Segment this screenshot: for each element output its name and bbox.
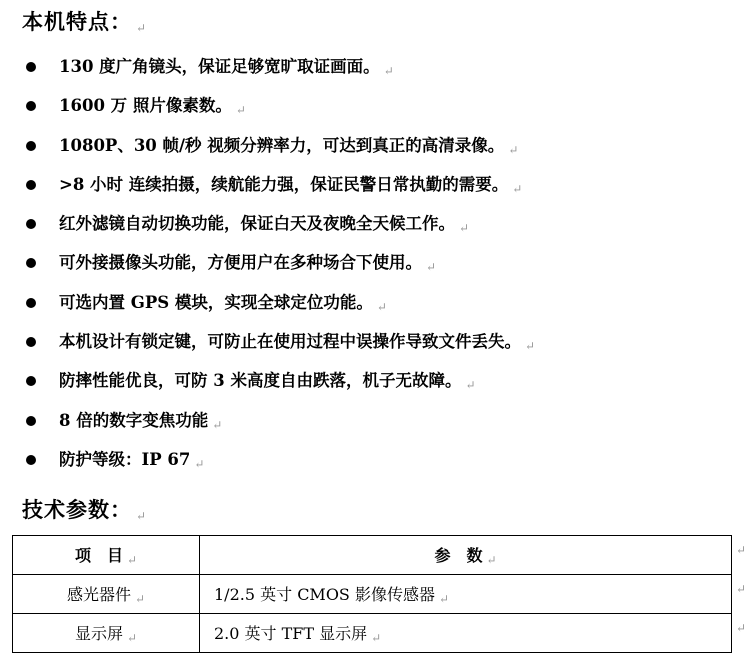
table-cell <box>13 614 200 653</box>
bullet-icon <box>26 180 36 190</box>
table-header-row <box>13 536 732 575</box>
header-param-label: 参 数 <box>434 546 483 565</box>
paragraph-mark-icon: ↵ <box>486 553 497 567</box>
list-item <box>0 363 535 402</box>
feature-text: 防护等级：IP 67 <box>59 449 191 469</box>
feature-text: >8 小时 连续拍摄，续航能力强，保证民警日常执勤的需要。 <box>59 174 509 194</box>
list-item <box>0 49 535 88</box>
table-row <box>13 575 732 614</box>
paragraph-mark-icon: ↵ <box>438 592 450 606</box>
feature-text: 8 倍的数字变焦功能 <box>59 410 209 430</box>
bullet-icon <box>26 298 36 308</box>
feature-text: 防摔性能优良，可防 3 米高度自由跌落，机子无故障。 <box>59 371 462 391</box>
paragraph-mark-icon: ↵ <box>465 378 476 393</box>
paragraph-mark-icon: ↵ <box>525 339 536 354</box>
feature-text: 1080P、30 帧/秒 视频分辨率力，可达到真正的高清录像。 <box>59 135 505 155</box>
bullet-icon <box>26 62 36 72</box>
row-end-mark-icon: ↵ <box>736 621 747 635</box>
list-item <box>0 88 535 127</box>
paragraph-mark-icon: ↵ <box>136 21 148 35</box>
bullet-icon <box>26 416 36 426</box>
features-heading-text: 本机特点： <box>22 9 132 34</box>
paragraph-mark-icon: ↵ <box>212 417 223 432</box>
list-item <box>0 128 535 167</box>
bullet-icon <box>26 455 36 465</box>
paragraph-mark-icon: ↵ <box>126 553 138 567</box>
cell-text: 2.0 英寸 TFT 显示屏 <box>214 624 368 643</box>
table-header-cell <box>200 536 732 575</box>
feature-text: 130 度广角镜头，保证足够宽旷取证画面。 <box>59 57 380 76</box>
paragraph-mark-icon: ↵ <box>134 592 146 606</box>
table-header-cell <box>13 536 200 575</box>
list-item <box>0 167 535 206</box>
paragraph-mark-icon: ↵ <box>459 221 470 236</box>
bullet-icon <box>26 219 36 229</box>
specs-table <box>12 535 732 653</box>
cell-text: 显示屏 <box>74 624 123 643</box>
list-item <box>0 285 535 324</box>
paragraph-mark-icon: ↵ <box>426 260 437 275</box>
row-end-mark-icon: ↵ <box>736 543 747 557</box>
paragraph-mark-icon: ↵ <box>235 103 246 118</box>
feature-text: 可外接摄像头功能，方便用户在多种场合下使用。 <box>59 253 422 273</box>
bullet-icon <box>26 376 36 386</box>
paragraph-mark-icon: ↵ <box>512 181 523 196</box>
feature-text: 可选内置 GPS 模块，实现全球定位功能。 <box>59 292 373 312</box>
feature-text: 本机设计有锁定键，可防止在使用过程中误操作导致文件丢失。 <box>59 332 521 352</box>
bullet-icon <box>26 101 36 111</box>
table-cell <box>13 575 200 614</box>
paragraph-mark-icon: ↵ <box>371 631 382 645</box>
feature-text: 1600 万 照片像素数。 <box>59 96 232 116</box>
paragraph-mark-icon: ↵ <box>376 299 387 314</box>
cell-text: 感光器件 <box>66 585 131 604</box>
cell-text: 1/2.5 英寸 CMOS 影像传感器 <box>214 585 435 604</box>
table-cell <box>200 575 732 614</box>
list-item <box>0 206 535 245</box>
specs-heading <box>22 494 147 524</box>
list-item <box>0 324 535 363</box>
features-heading <box>22 6 147 36</box>
bullet-icon <box>26 141 36 151</box>
list-item <box>0 403 535 442</box>
bullet-icon <box>26 337 36 347</box>
paragraph-mark-icon: ↵ <box>136 509 148 523</box>
paragraph-mark-icon: ↵ <box>383 64 394 78</box>
list-item <box>0 245 535 284</box>
bullet-icon <box>26 258 36 268</box>
paragraph-mark-icon: ↵ <box>126 631 138 645</box>
specs-heading-text: 技术参数： <box>22 497 132 522</box>
table-row <box>13 614 732 653</box>
list-item <box>0 442 535 481</box>
row-end-mark-icon: ↵ <box>736 582 747 596</box>
feature-text: 红外滤镜自动切换功能，保证白天及夜晚全天候工作。 <box>59 214 455 234</box>
features-list <box>0 49 535 481</box>
table-cell <box>200 614 732 653</box>
header-item-label: 项 目 <box>74 546 123 565</box>
paragraph-mark-icon: ↵ <box>508 142 519 157</box>
paragraph-mark-icon: ↵ <box>194 456 205 471</box>
